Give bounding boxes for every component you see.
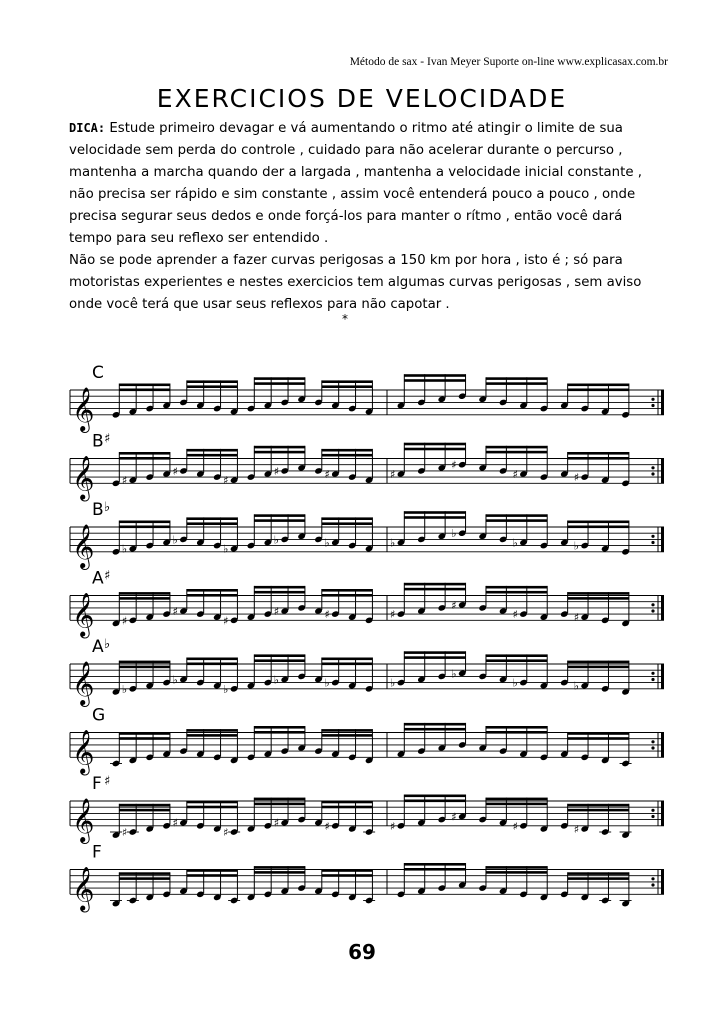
repeat-dot — [651, 678, 654, 681]
beam — [254, 659, 305, 662]
note-accidental: ♯ — [223, 614, 229, 628]
note-accidental: ♭ — [324, 536, 330, 550]
repeat-dot — [651, 672, 654, 675]
beam — [119, 732, 170, 735]
tip-text — [69, 117, 659, 316]
note-accidental: ♯ — [121, 826, 128, 839]
note-accidental: ♯ — [172, 605, 178, 618]
beam — [404, 651, 465, 654]
repeat-dot — [651, 404, 654, 407]
beam — [568, 737, 629, 740]
beam — [119, 804, 170, 807]
beam — [187, 449, 238, 452]
exercise-row — [70, 363, 664, 433]
treble-clef: 𝄞 — [72, 455, 95, 500]
note-accidental: ♭ — [573, 679, 579, 693]
beam — [119, 452, 170, 455]
note-accidental: ♯ — [273, 464, 280, 478]
beam — [187, 385, 238, 388]
beam — [486, 514, 547, 517]
repeat-dot — [651, 466, 654, 469]
beam — [254, 382, 305, 385]
beam — [322, 454, 373, 457]
note-accidental: ♯ — [451, 810, 457, 824]
key-label: F — [92, 842, 102, 863]
treble-clef: 𝄞 — [72, 797, 95, 842]
note-accidental: ♯ — [324, 468, 330, 481]
beam — [404, 868, 465, 871]
beam — [322, 658, 373, 661]
key-label: C — [92, 363, 104, 383]
key-label: A — [92, 568, 104, 589]
beam — [119, 666, 170, 669]
beam — [568, 666, 629, 669]
note-accidental: ♭ — [273, 533, 279, 547]
beam — [322, 385, 373, 388]
repeat-dot — [651, 809, 654, 812]
beam — [187, 594, 238, 597]
treble-clef: 𝄞 — [72, 729, 95, 774]
beam — [486, 798, 547, 801]
key-accidental: ♭ — [104, 637, 111, 652]
note-accidental: ♭ — [172, 673, 178, 687]
treble-clef: 𝄞 — [72, 592, 95, 637]
beam — [322, 449, 373, 452]
treble-clef: 𝄞 — [72, 660, 95, 705]
beam — [187, 522, 238, 525]
repeat-dot — [651, 746, 654, 749]
beam — [322, 589, 373, 592]
beam — [486, 871, 547, 874]
beam — [486, 866, 547, 869]
repeat-dot — [651, 603, 654, 606]
tip-paragraph-2: Não se pode aprender a fazer curvas perigosas a 150 km por hora , isto é ; só para motoristas experientes e nestes exercicios tem algumas curvas perigosas , sem aviso onde você terá que usar seus reflexos para não capotar . — [69, 253, 642, 312]
treble-clef: 𝄞 — [72, 386, 95, 431]
beam — [119, 521, 170, 524]
note-accidental: ♯ — [573, 611, 580, 625]
beam — [187, 874, 238, 877]
beam — [119, 661, 170, 664]
key-accidental: ♭ — [104, 500, 111, 515]
note-accidental: ♯ — [172, 464, 178, 478]
beam — [254, 586, 305, 589]
exercise-row — [70, 637, 664, 707]
beam — [322, 522, 373, 525]
beam — [568, 661, 629, 664]
beam — [568, 809, 629, 812]
repeat-dot — [651, 883, 654, 886]
beam — [404, 588, 465, 591]
beam — [568, 804, 629, 807]
note-accidental: ♭ — [324, 676, 330, 690]
repeat-dot — [651, 541, 654, 544]
sheet-music — [0, 360, 724, 920]
beam — [568, 384, 629, 387]
beam — [254, 514, 305, 517]
beam — [486, 654, 547, 657]
beam — [187, 869, 238, 872]
beam — [187, 729, 238, 732]
beam — [119, 592, 170, 595]
exercise-row — [70, 569, 664, 639]
repeat-dot — [651, 740, 654, 743]
note-accidental: ♯ — [172, 816, 178, 830]
beam — [568, 452, 629, 455]
beam — [119, 809, 170, 812]
beam — [404, 583, 465, 586]
note-accidental: ♯ — [512, 468, 518, 481]
repeat-dot — [651, 398, 654, 401]
beam — [254, 446, 305, 449]
repeat-dot — [651, 815, 654, 818]
note-accidental: ♭ — [223, 682, 229, 696]
beam — [254, 377, 305, 380]
asterisk: * — [342, 312, 348, 326]
beam — [568, 597, 629, 600]
beam — [404, 795, 465, 798]
note-accidental: ♭ — [512, 676, 518, 690]
beam — [486, 451, 547, 454]
note-accidental: ♯ — [390, 468, 396, 481]
beam — [486, 382, 547, 385]
note-accidental: ♭ — [390, 536, 396, 550]
repeat-dot — [651, 535, 654, 538]
beam — [187, 517, 238, 520]
note-accidental: ♭ — [573, 539, 579, 553]
beam — [254, 798, 305, 801]
note-accidental: ♯ — [451, 458, 457, 472]
exercise-row — [70, 706, 664, 776]
beam — [254, 731, 305, 734]
beam — [322, 806, 373, 809]
beam — [187, 658, 238, 661]
note-accidental: ♭ — [172, 533, 178, 547]
beam — [486, 726, 547, 729]
beam — [187, 663, 238, 666]
note-accidental: ♯ — [273, 605, 280, 618]
beam — [404, 800, 465, 803]
note-accidental: ♭ — [273, 673, 279, 687]
beam — [254, 654, 305, 657]
beam — [404, 728, 465, 731]
key-label: F — [92, 774, 102, 794]
beam — [322, 517, 373, 520]
beam — [254, 519, 305, 522]
note-accidental: ♭ — [121, 682, 128, 696]
beam — [119, 526, 170, 529]
page-title: EXERCICIOS DE VELOCIDADE — [156, 84, 568, 113]
beam — [254, 726, 305, 729]
note-accidental: ♯ — [512, 819, 518, 833]
note-accidental: ♯ — [573, 471, 580, 485]
note-accidental: ♯ — [324, 608, 330, 622]
note-accidental: ♭ — [390, 676, 396, 690]
beam — [486, 731, 547, 734]
beam — [322, 594, 373, 597]
key-label: B — [92, 500, 104, 520]
beam — [187, 380, 238, 383]
beam — [486, 803, 547, 806]
key-accidental: ♯ — [104, 568, 111, 584]
beam — [119, 877, 170, 880]
note-accidental: ♯ — [273, 816, 280, 830]
exercise-row — [70, 432, 664, 502]
repeat-dot — [651, 472, 654, 475]
treble-clef: 𝄞 — [72, 866, 95, 911]
beam — [568, 592, 629, 595]
beam — [404, 511, 465, 514]
beam — [187, 801, 238, 804]
repeat-dot — [651, 609, 654, 612]
beam — [486, 377, 547, 380]
beam — [322, 801, 373, 804]
beam — [254, 803, 305, 806]
beam — [568, 877, 629, 880]
key-accidental: ♯ — [104, 774, 111, 789]
beam — [119, 872, 170, 875]
treble-clef: 𝄞 — [72, 523, 95, 568]
beam — [187, 806, 238, 809]
beam — [404, 863, 465, 866]
note-accidental: ♭ — [512, 536, 518, 550]
beam — [322, 729, 373, 732]
tip-body-1: Estude primeiro devagar e vá aumentando o ritmo até atingir o limite de sua velocidade sem perda do controle , cuidado para não acelerar durante o percurso , mantenha a marcha quando der a largada , mantenha a velocidade inicial constante , não precisa ser rápido e sim constante , assim você entenderá pouco a pouco , onde precisa segurar seus dedos e onde forçá-los para manter o rítmo , então você dará tempo para seu reflexo ser entendido . — [69, 121, 642, 246]
note-accidental: ♯ — [390, 819, 396, 833]
beam — [486, 586, 547, 589]
exercise-row — [70, 843, 664, 913]
note-accidental: ♯ — [451, 598, 457, 612]
exercise-row — [70, 500, 664, 570]
key-label: G — [92, 705, 106, 726]
beam — [568, 732, 629, 735]
beam — [568, 526, 629, 529]
note-accidental: ♯ — [324, 819, 330, 833]
beam — [404, 379, 465, 382]
beam — [119, 384, 170, 387]
beam — [404, 516, 465, 519]
beam — [404, 656, 465, 659]
note-accidental: ♭ — [121, 542, 128, 556]
key-label: B — [92, 431, 104, 452]
beam — [187, 454, 238, 457]
note-accidental: ♭ — [223, 542, 229, 556]
key-label: A — [92, 637, 104, 657]
beam — [568, 872, 629, 875]
beam — [119, 389, 170, 392]
page-number: 69 — [348, 940, 376, 964]
exercise-row — [70, 774, 664, 844]
beam — [322, 874, 373, 877]
beam — [119, 597, 170, 600]
beam — [322, 663, 373, 666]
beam — [187, 734, 238, 737]
repeat-dot — [651, 877, 654, 880]
note-accidental: ♯ — [223, 826, 229, 839]
tip-paragraph-1 — [69, 117, 659, 250]
key-accidental: ♯ — [104, 431, 111, 447]
beam — [568, 521, 629, 524]
beam — [404, 443, 465, 446]
note-accidental: ♯ — [512, 608, 518, 622]
beam — [322, 380, 373, 383]
beam — [322, 869, 373, 872]
note-accidental: ♯ — [121, 614, 128, 628]
beam — [322, 734, 373, 737]
beam — [486, 591, 547, 594]
tip-label: DICA: — [69, 121, 106, 135]
beam — [486, 446, 547, 449]
note-accidental: ♯ — [223, 474, 229, 488]
beam — [568, 389, 629, 392]
note-accidental: ♯ — [390, 608, 396, 622]
beam — [254, 866, 305, 869]
beam — [404, 448, 465, 451]
note-accidental: ♭ — [451, 527, 457, 541]
beam — [404, 723, 465, 726]
beam — [568, 457, 629, 460]
beam — [404, 374, 465, 377]
beam — [254, 871, 305, 874]
beam — [187, 589, 238, 592]
note-accidental: ♯ — [573, 822, 580, 836]
note-accidental: ♭ — [451, 667, 457, 681]
beam — [254, 591, 305, 594]
beam — [254, 451, 305, 454]
beam — [486, 519, 547, 522]
page-header: Método de sax - Ivan Meyer Suporte on-line www.explicasax.com.br — [349, 56, 668, 68]
beam — [119, 737, 170, 740]
note-accidental: ♯ — [121, 474, 128, 488]
beam — [119, 457, 170, 460]
beam — [486, 659, 547, 662]
